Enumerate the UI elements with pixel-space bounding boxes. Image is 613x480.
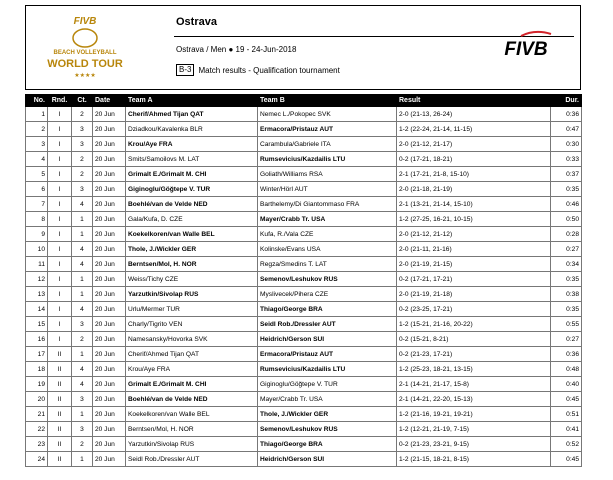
- cell-team-a: Koekelkoren/van Walle BEL: [126, 407, 258, 422]
- cell-duration: 0:34: [551, 257, 582, 272]
- cell-match-no: 6: [26, 182, 48, 197]
- cell-round: I: [48, 287, 72, 302]
- cell-duration: 0:46: [551, 197, 582, 212]
- cell-court: 4: [72, 242, 93, 257]
- cell-team-b: Semenov/Leshukov RUS: [258, 422, 397, 437]
- cell-result: 1-2 (12-21, 21-19, 7-15): [397, 422, 551, 437]
- cell-round: I: [48, 107, 72, 122]
- cell-date: 20 Jun: [93, 392, 126, 407]
- cell-match-no: 13: [26, 287, 48, 302]
- cell-date: 20 Jun: [93, 332, 126, 347]
- cell-court: 1: [72, 287, 93, 302]
- cell-round: I: [48, 152, 72, 167]
- cell-team-b: Nemec L./Pokopec SVK: [258, 107, 397, 122]
- cell-result: 0-2 (23-25, 17-21): [397, 302, 551, 317]
- cell-court: 4: [72, 302, 93, 317]
- cell-team-b: Goliath/Williams RSA: [258, 167, 397, 182]
- cell-round: I: [48, 212, 72, 227]
- fivb-swoosh: [521, 32, 551, 36]
- table-row: [26, 347, 582, 362]
- cell-result: 1-2 (21-15, 18-21, 8-15): [397, 452, 551, 467]
- cell-match-no: 8: [26, 212, 48, 227]
- cell-court: 4: [72, 257, 93, 272]
- cell-team-a: Yarzutkin/Sivolap RUS: [126, 437, 258, 452]
- cell-match-no: 12: [26, 272, 48, 287]
- cell-match-no: 15: [26, 317, 48, 332]
- logo-brand: FIVB: [73, 16, 97, 27]
- table-row: [26, 152, 582, 167]
- cell-duration: 0:36: [551, 347, 582, 362]
- cell-court: 3: [72, 317, 93, 332]
- cell-duration: 0:28: [551, 227, 582, 242]
- cell-round: I: [48, 272, 72, 287]
- cell-team-a: Cherif/Ahmed Tijan QAT: [126, 107, 258, 122]
- cell-round: II: [48, 407, 72, 422]
- cell-match-no: 19: [26, 377, 48, 392]
- cell-result: 2-0 (21-19, 21-18): [397, 287, 551, 302]
- cell-match-no: 3: [26, 137, 48, 152]
- cell-team-b: Kolinske/Evans USA: [258, 242, 397, 257]
- cell-duration: 0:52: [551, 437, 582, 452]
- results-table: [25, 94, 582, 467]
- cell-match-no: 10: [26, 242, 48, 257]
- table-row: [26, 377, 582, 392]
- cell-team-b: Winter/Hörl AUT: [258, 182, 397, 197]
- table-row: [26, 182, 582, 197]
- table-row: [26, 122, 582, 137]
- cell-team-a: Smits/Samoilovs M. LAT: [126, 152, 258, 167]
- logo-stars: ★★★★: [74, 72, 96, 79]
- event-subtitle: Ostrava / Men ● 19 - 24-Jun-2018: [176, 45, 297, 54]
- volleyball-icon: [73, 29, 97, 47]
- cell-court: 4: [72, 377, 93, 392]
- cell-court: 1: [72, 212, 93, 227]
- cell-team-a: Grimalt E./Grimalt M. CHI: [126, 377, 258, 392]
- cell-duration: 0:35: [551, 272, 582, 287]
- cell-round: I: [48, 182, 72, 197]
- cell-court: 2: [72, 152, 93, 167]
- results-body: [26, 107, 582, 467]
- cell-match-no: 11: [26, 257, 48, 272]
- cell-team-b: Ermacora/Pristauz AUT: [258, 347, 397, 362]
- cell-match-no: 17: [26, 347, 48, 362]
- cell-court: 4: [72, 197, 93, 212]
- cell-duration: 0:27: [551, 332, 582, 347]
- cell-date: 20 Jun: [93, 437, 126, 452]
- cell-duration: 0:45: [551, 452, 582, 467]
- cell-date: 20 Jun: [93, 287, 126, 302]
- cell-result: 2-0 (21-13, 26-24): [397, 107, 551, 122]
- cell-date: 20 Jun: [93, 272, 126, 287]
- table-row: [26, 302, 582, 317]
- cell-match-no: 21: [26, 407, 48, 422]
- cell-team-a: Giginoglu/Göğtepe V. TUR: [126, 182, 258, 197]
- cell-match-no: 16: [26, 332, 48, 347]
- cell-round: I: [48, 197, 72, 212]
- cell-duration: 0:37: [551, 167, 582, 182]
- cell-team-b: Kufa, R./Vala CZE: [258, 227, 397, 242]
- cell-result: 0-2 (15-21, 8-21): [397, 332, 551, 347]
- cell-result: 1-2 (21-16, 19-21, 19-21): [397, 407, 551, 422]
- cell-result: 2-1 (14-21, 21-17, 15-8): [397, 377, 551, 392]
- cell-round: I: [48, 227, 72, 242]
- cell-round: II: [48, 377, 72, 392]
- cell-team-a: Berntsen/Mol, H. NOR: [126, 422, 258, 437]
- cell-date: 20 Jun: [93, 137, 126, 152]
- cell-date: 20 Jun: [93, 182, 126, 197]
- cell-result: 2-1 (17-21, 21-8, 15-10): [397, 167, 551, 182]
- cell-duration: 0:35: [551, 302, 582, 317]
- table-row: [26, 257, 582, 272]
- cell-match-no: 9: [26, 227, 48, 242]
- fivb-logo-text: FIVB: [504, 39, 548, 58]
- cell-team-a: Cherif/Ahmed Tijan QAT: [126, 347, 258, 362]
- col-header-court: Ct.: [72, 95, 93, 107]
- cell-match-no: 24: [26, 452, 48, 467]
- cell-match-no: 18: [26, 362, 48, 377]
- cell-round: I: [48, 257, 72, 272]
- cell-match-no: 22: [26, 422, 48, 437]
- cell-date: 20 Jun: [93, 212, 126, 227]
- cell-date: 20 Jun: [93, 452, 126, 467]
- cell-round: II: [48, 452, 72, 467]
- cell-court: 1: [72, 407, 93, 422]
- cell-result: 1-2 (22-24, 21-14, 11-15): [397, 122, 551, 137]
- cell-date: 20 Jun: [93, 377, 126, 392]
- cell-result: 2-0 (21-12, 21-17): [397, 137, 551, 152]
- cell-date: 20 Jun: [93, 152, 126, 167]
- cell-team-a: Namesansky/Hovorka SVK: [126, 332, 258, 347]
- cell-court: 3: [72, 392, 93, 407]
- document-title-line: [176, 64, 340, 76]
- cell-date: 20 Jun: [93, 167, 126, 182]
- cell-team-b: Myslivecek/Pihera CZE: [258, 287, 397, 302]
- cell-duration: 0:55: [551, 317, 582, 332]
- cell-duration: 0:40: [551, 377, 582, 392]
- cell-team-b: Giginoglu/Göğtepe V. TUR: [258, 377, 397, 392]
- cell-date: 20 Jun: [93, 197, 126, 212]
- cell-court: 2: [72, 107, 93, 122]
- cell-team-a: Berntsen/Mol, H. NOR: [126, 257, 258, 272]
- cell-match-no: 14: [26, 302, 48, 317]
- cell-round: I: [48, 167, 72, 182]
- cell-duration: 0:30: [551, 137, 582, 152]
- cell-match-no: 7: [26, 197, 48, 212]
- cell-team-b: Thiago/George BRA: [258, 302, 397, 317]
- document-title: Match results - Qualification tournament: [198, 65, 340, 75]
- cell-date: 20 Jun: [93, 122, 126, 137]
- cell-court: 1: [72, 227, 93, 242]
- fivb-logo: [491, 30, 561, 58]
- cell-result: 2-0 (21-18, 21-19): [397, 182, 551, 197]
- cell-date: 20 Jun: [93, 317, 126, 332]
- col-header-date: Date: [93, 95, 126, 107]
- cell-court: 2: [72, 332, 93, 347]
- table-row: [26, 242, 582, 257]
- cell-team-b: Barthelemy/Di Giantommaso FRA: [258, 197, 397, 212]
- cell-match-no: 1: [26, 107, 48, 122]
- header-box: [25, 5, 581, 90]
- cell-team-b: Seidl Rob./Dressler AUT: [258, 317, 397, 332]
- cell-match-no: 4: [26, 152, 48, 167]
- cell-court: 3: [72, 137, 93, 152]
- cell-round: I: [48, 302, 72, 317]
- page-title: Ostrava: [176, 16, 217, 28]
- cell-court: 3: [72, 122, 93, 137]
- table-row: [26, 137, 582, 152]
- cell-match-no: 2: [26, 122, 48, 137]
- cell-result: 2-0 (21-12, 21-12): [397, 227, 551, 242]
- logo-line2: WORLD TOUR: [47, 58, 123, 70]
- col-header-team-b: Team B: [258, 95, 397, 107]
- cell-team-a: Yarzutkin/Sivolap RUS: [126, 287, 258, 302]
- cell-court: 1: [72, 452, 93, 467]
- cell-duration: 0:50: [551, 212, 582, 227]
- cell-team-b: Heidrich/Gerson SUI: [258, 332, 397, 347]
- cell-team-b: Thiago/George BRA: [258, 437, 397, 452]
- table-row: [26, 332, 582, 347]
- table-row: [26, 422, 582, 437]
- col-header-no: No.: [26, 95, 48, 107]
- cell-date: 20 Jun: [93, 107, 126, 122]
- cell-duration: 0:48: [551, 362, 582, 377]
- table-row: [26, 212, 582, 227]
- cell-team-a: Thole, J./Wickler GER: [126, 242, 258, 257]
- cell-round: II: [48, 392, 72, 407]
- cell-match-no: 23: [26, 437, 48, 452]
- cell-team-b: Regza/Smedins T. LAT: [258, 257, 397, 272]
- cell-result: 0-2 (21-23, 23-21, 9-15): [397, 437, 551, 452]
- table-row: [26, 167, 582, 182]
- cell-team-a: Gala/Kufa, D. CZE: [126, 212, 258, 227]
- cell-round: II: [48, 437, 72, 452]
- cell-court: 3: [72, 422, 93, 437]
- cell-round: I: [48, 137, 72, 152]
- cell-result: 1-2 (27-25, 16-21, 10-15): [397, 212, 551, 227]
- table-row: [26, 407, 582, 422]
- cell-team-a: Weiss/Tichy CZE: [126, 272, 258, 287]
- cell-result: 2-0 (21-19, 21-15): [397, 257, 551, 272]
- cell-team-b: Mayer/Crabb Tr. USA: [258, 212, 397, 227]
- cell-result: 0-2 (21-23, 17-21): [397, 347, 551, 362]
- table-row: [26, 287, 582, 302]
- cell-team-b: Mayer/Crabb Tr. USA: [258, 392, 397, 407]
- cell-court: 4: [72, 362, 93, 377]
- col-header-result: Result: [397, 95, 551, 107]
- table-row: [26, 437, 582, 452]
- cell-round: I: [48, 332, 72, 347]
- cell-team-a: Krou/Aye FRA: [126, 362, 258, 377]
- cell-court: 2: [72, 437, 93, 452]
- cell-date: 20 Jun: [93, 227, 126, 242]
- cell-date: 20 Jun: [93, 347, 126, 362]
- cell-round: II: [48, 362, 72, 377]
- document-code: B-3: [176, 64, 194, 76]
- cell-result: 0-2 (17-21, 18-21): [397, 152, 551, 167]
- cell-duration: 0:41: [551, 422, 582, 437]
- world-tour-logo: [30, 12, 140, 82]
- cell-date: 20 Jun: [93, 242, 126, 257]
- logo-line1: BEACH VOLLEYBALL: [53, 50, 117, 56]
- cell-team-a: Boehlé/van de Velde NED: [126, 392, 258, 407]
- cell-team-b: Thole, J./Wickler GER: [258, 407, 397, 422]
- cell-date: 20 Jun: [93, 422, 126, 437]
- cell-team-a: Seidl Rob./Dressler AUT: [126, 452, 258, 467]
- cell-team-a: Boehlé/van de Velde NED: [126, 197, 258, 212]
- cell-team-b: Rumsevicius/Kazdailis LTU: [258, 362, 397, 377]
- cell-duration: 0:27: [551, 242, 582, 257]
- cell-match-no: 5: [26, 167, 48, 182]
- cell-round: I: [48, 122, 72, 137]
- cell-team-a: Dziadkou/Kavalenka BLR: [126, 122, 258, 137]
- cell-team-b: Semenov/Leshukov RUS: [258, 272, 397, 287]
- cell-court: 2: [72, 167, 93, 182]
- table-header-row: [26, 95, 582, 107]
- cell-team-b: Carambula/Gabriele ITA: [258, 137, 397, 152]
- cell-team-a: Urlu/Mermer TUR: [126, 302, 258, 317]
- cell-team-a: Krou/Aye FRA: [126, 137, 258, 152]
- cell-date: 20 Jun: [93, 257, 126, 272]
- cell-result: 2-1 (13-21, 21-14, 15-10): [397, 197, 551, 212]
- cell-round: II: [48, 422, 72, 437]
- cell-result: 1-2 (25-23, 18-21, 13-15): [397, 362, 551, 377]
- table-row: [26, 317, 582, 332]
- cell-duration: 0:35: [551, 182, 582, 197]
- cell-team-a: Koekelkoren/van Walle BEL: [126, 227, 258, 242]
- cell-round: I: [48, 317, 72, 332]
- cell-duration: 0:38: [551, 287, 582, 302]
- cell-round: I: [48, 242, 72, 257]
- cell-duration: 0:51: [551, 407, 582, 422]
- table-row: [26, 392, 582, 407]
- cell-date: 20 Jun: [93, 407, 126, 422]
- cell-date: 20 Jun: [93, 362, 126, 377]
- cell-result: 2-0 (21-11, 21-16): [397, 242, 551, 257]
- col-header-team-a: Team A: [126, 95, 258, 107]
- table-row: [26, 272, 582, 287]
- table-row: [26, 227, 582, 242]
- table-row: [26, 197, 582, 212]
- cell-duration: 0:45: [551, 392, 582, 407]
- cell-court: 3: [72, 182, 93, 197]
- cell-round: II: [48, 347, 72, 362]
- cell-team-a: Charly/Tigrito VEN: [126, 317, 258, 332]
- col-header-round: Rnd.: [48, 95, 72, 107]
- cell-duration: 0:47: [551, 122, 582, 137]
- cell-team-b: Ermacora/Pristauz AUT: [258, 122, 397, 137]
- cell-team-b: Rumsevicius/Kazdailis LTU: [258, 152, 397, 167]
- cell-court: 1: [72, 347, 93, 362]
- col-header-duration: Dur.: [551, 95, 582, 107]
- cell-duration: 0:36: [551, 107, 582, 122]
- table-row: [26, 452, 582, 467]
- cell-result: 2-1 (14-21, 22-20, 15-13): [397, 392, 551, 407]
- cell-team-a: Grimalt E./Grimalt M. CHI: [126, 167, 258, 182]
- cell-team-b: Heidrich/Gerson SUI: [258, 452, 397, 467]
- table-row: [26, 107, 582, 122]
- cell-match-no: 20: [26, 392, 48, 407]
- cell-result: 1-2 (15-21, 21-16, 20-22): [397, 317, 551, 332]
- cell-result: 0-2 (17-21, 17-21): [397, 272, 551, 287]
- cell-date: 20 Jun: [93, 302, 126, 317]
- table-row: [26, 362, 582, 377]
- cell-court: 1: [72, 272, 93, 287]
- cell-duration: 0:33: [551, 152, 582, 167]
